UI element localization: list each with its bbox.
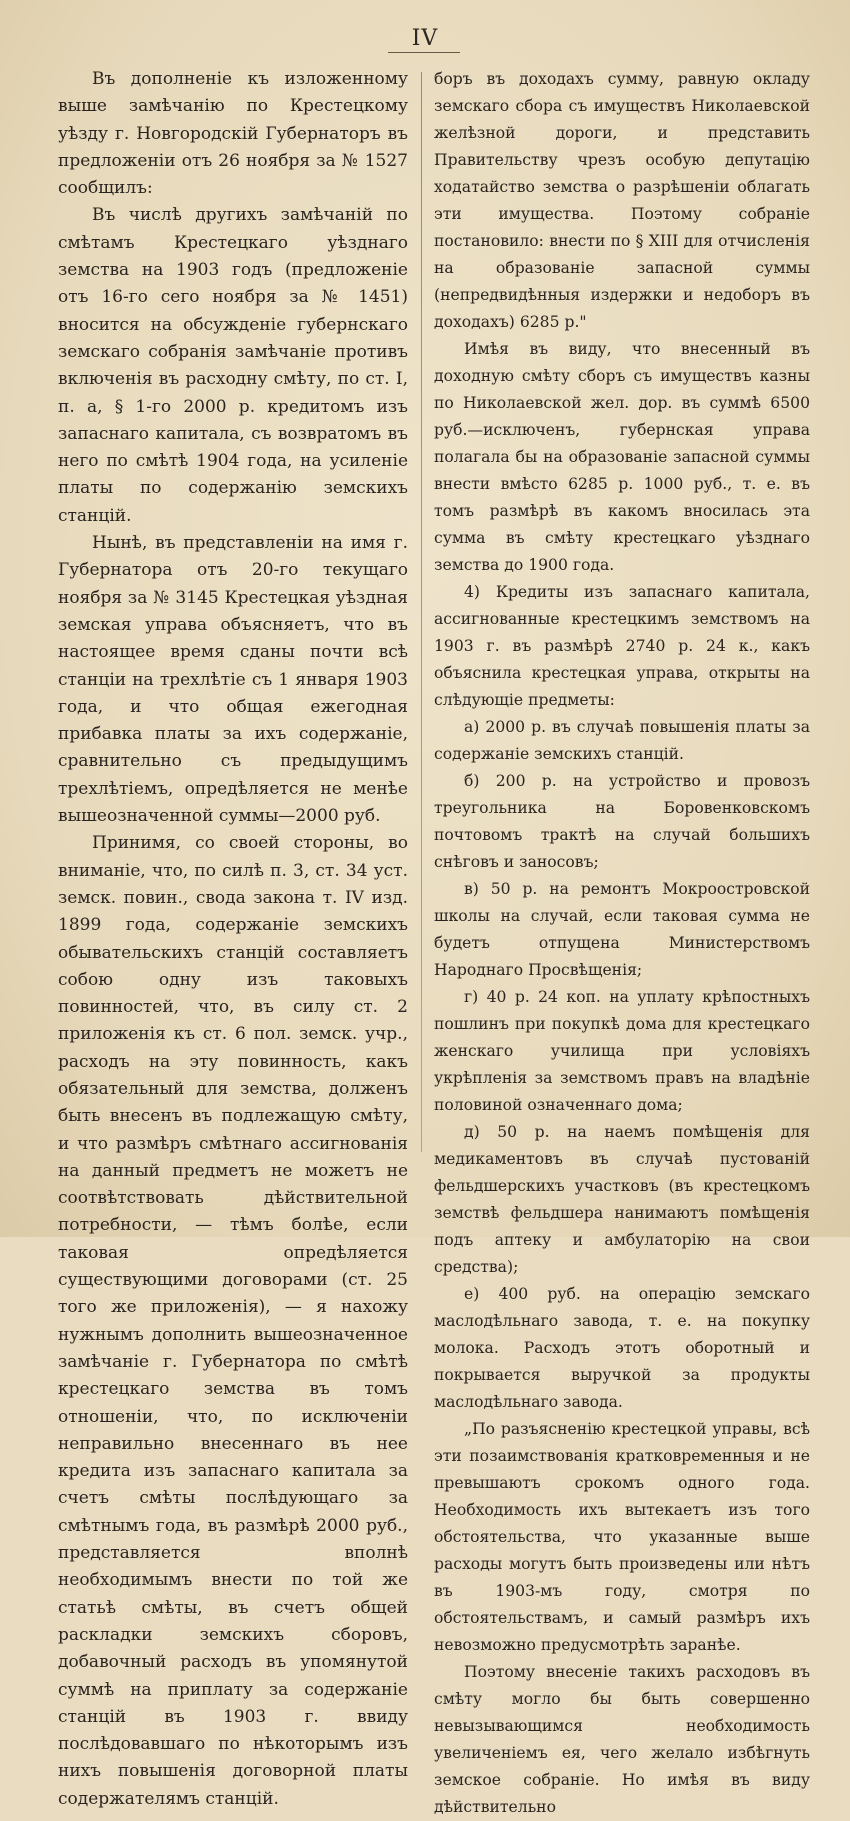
paragraph: Въ дополненіе къ изложенному выше замѣчанію по Крестецкому уѣзду г. Новгородскій Губернаторъ въ предложеніи отъ 26 ноября за № 1527 сообщилъ:	[58, 69, 408, 199]
paragraph: д) 50 р. на наемъ помѣщенія для медикаментовъ въ случаѣ пустованій фельдшерскихъ участковъ (въ крестецкомъ земствѣ фельдшера нанимаютъ помѣщенія подъ аптеку и амбулаторію на свои средства);	[434, 1123, 810, 1276]
paragraph: Имѣя въ виду, что внесенный въ доходную смѣту сборъ съ имуществъ казны по Николаевской жел. дор. въ суммѣ 6500 руб.—исключенъ, губернская управа полагала бы на образованіе запасной суммы внести вмѣсто 6285 р. 1000 руб., т. е. въ томъ размѣрѣ въ какомъ вносилась эта сумма въ смѣту крестецкаго уѣзднаго земства до 1900 года.	[434, 340, 810, 574]
paragraph: б) 200 р. на устройство и провозъ треугольника на Боровенковскомъ почтовомъ трактѣ на случай большихъ снѣговъ и заносовъ;	[434, 772, 810, 871]
column-divider	[421, 72, 422, 1152]
paragraph: Нынѣ, въ представленіи на имя г. Губернатора отъ 20-го текущаго ноября за № 3145 Крестецкая уѣздная земская управа объясняетъ, что въ настоящее время сданы почти всѣ станціи на трехлѣтіе съ 1 января 1903 года, и что общая ежегодная прибавка платы за ихъ содержаніе, сравнительно съ предыдущимъ трехлѣтіемъ, опредѣляется не менѣе вышеозначенной суммы—2000 руб.	[58, 533, 408, 827]
left-column	[58, 66, 408, 1813]
paragraph: Поэтому внесеніе такихъ расходовъ въ смѣту могло бы быть совершенно невызывающимся необходимость увеличеніемъ ея, чего желало избѣгнуть земское собраніе. Но имѣя въ виду дѣйствительно	[434, 1663, 810, 1816]
paragraph: 4) Кредиты изъ запаснаго капитала, ассигнованные крестецкимъ земствомъ на 1903 г. въ размѣрѣ 2740 р. 24 к., какъ объяснила крестецкая управа, открыты на слѣдующіе предметы:	[434, 583, 810, 709]
paragraph: а) 2000 р. въ случаѣ повышенія платы за содержаніе земскихъ станцій.	[434, 718, 810, 763]
page-number: IV	[411, 26, 439, 51]
paragraph: боръ въ доходахъ сумму, равную окладу земскаго сбора съ имуществъ Николаевской желѣзной дороги, и представить Правительству чрезъ особую депутацію ходатайство земства о разрѣшеніи облагать эти имущества. Поэтому собраніе постановило: внести по § XIII для отчисленія на образованіе запасной суммы (непредвидѣнныя издержки и недоборъ въ доходахъ) 6285 р."	[434, 70, 810, 331]
paragraph: „По разъясненію крестецкой управы, всѣ эти позаимствованія кратковременныя и не превышаютъ срокомъ одного года. Необходимость ихъ вытекаетъ изъ того обстоятельства, что указанные выше расходы могутъ быть произведены или нѣтъ въ 1903-мъ году, смотря по обстоятельствамъ, и самый размѣръ ихъ невозможно предусмотрѣть заранѣе.	[434, 1420, 810, 1654]
paragraph: Въ числѣ другихъ замѣчаній по смѣтамъ Крестецкаго уѣзднаго земства на 1903 годъ (предложеніе отъ 16-го сего ноября за № 1451) вносится на обсужденіе губернскаго земскаго собранія замѣчаніе противъ включенія въ расходну смѣту, по ст. I, п. а, § 1-го 2000 р. кредитомъ изъ запаснаго капитала, съ возвратомъ въ него по смѣтѣ 1904 года, на усиленіе платы по содержанію земскихъ станцій.	[58, 205, 408, 526]
paragraph: г) 40 р. 24 коп. на уплату крѣпостныхъ пошлинъ при покупкѣ дома для крестецкаго женскаго училища при условіяхъ укрѣпленія за земствомъ правъ на владѣніе половиной означеннаго дома;	[434, 988, 810, 1114]
header-rule	[388, 52, 460, 53]
right-column	[434, 66, 810, 1821]
paragraph: Принимя, со своей стороны, во вниманіе, что, по силѣ п. 3, ст. 34 уст. земск. повин., свода закона т. IV изд. 1899 года, содержаніе земскихъ обывательскихъ станцій составляетъ собою одну изъ таковыхъ повинностей, что, въ силу ст. 2 приложенія къ ст. 6 пол. земск. учр., расходъ на эту повинность, какъ обязательный для земства, долженъ быть внесенъ въ подлежащую смѣту, и что размѣръ смѣтнаго ассигнованія на данный предметъ не можетъ не соотвѣтствовать дѣйствительной потребности, — тѣмъ болѣе, если таковая опредѣляется существующими договорами (ст. 25 того же приложенія), — я нахожу нужнымъ дополнить вышеозначенное замѣчаніе г. Губернатора по смѣтѣ крестецкаго земства въ томъ отношеніи, что, по исключеніи неправильно внесеннаго въ нее кредита изъ запаснаго капитала за счетъ смѣты послѣдующаго за смѣтнымъ года, въ размѣрѣ 2000 руб., представляется вполнѣ необходимымъ внести по той же статьѣ смѣты, въ счетъ общей раскладки земскихъ сборовъ, добавочный расходъ въ упомянутой суммѣ на приплату за содержаніе станцій въ 1903 г. ввиду послѣдовавшаго по нѣкоторымъ изъ нихъ повышенія договорной платы содержателямъ станцій.	[58, 833, 408, 1809]
paragraph: е) 400 руб. на операцію земскаго маслодѣльнаго завода, т. е. на покупку молока. Расходъ этотъ оборотный и покрывается выручкой за продукты маслодѣльнаго завода.	[434, 1285, 810, 1411]
paragraph: в) 50 р. на ремонтъ Мокроостровской школы на случай, если таковая сумма не будетъ отпущена Министерствомъ Народнаго Просвѣщенія;	[434, 880, 810, 979]
